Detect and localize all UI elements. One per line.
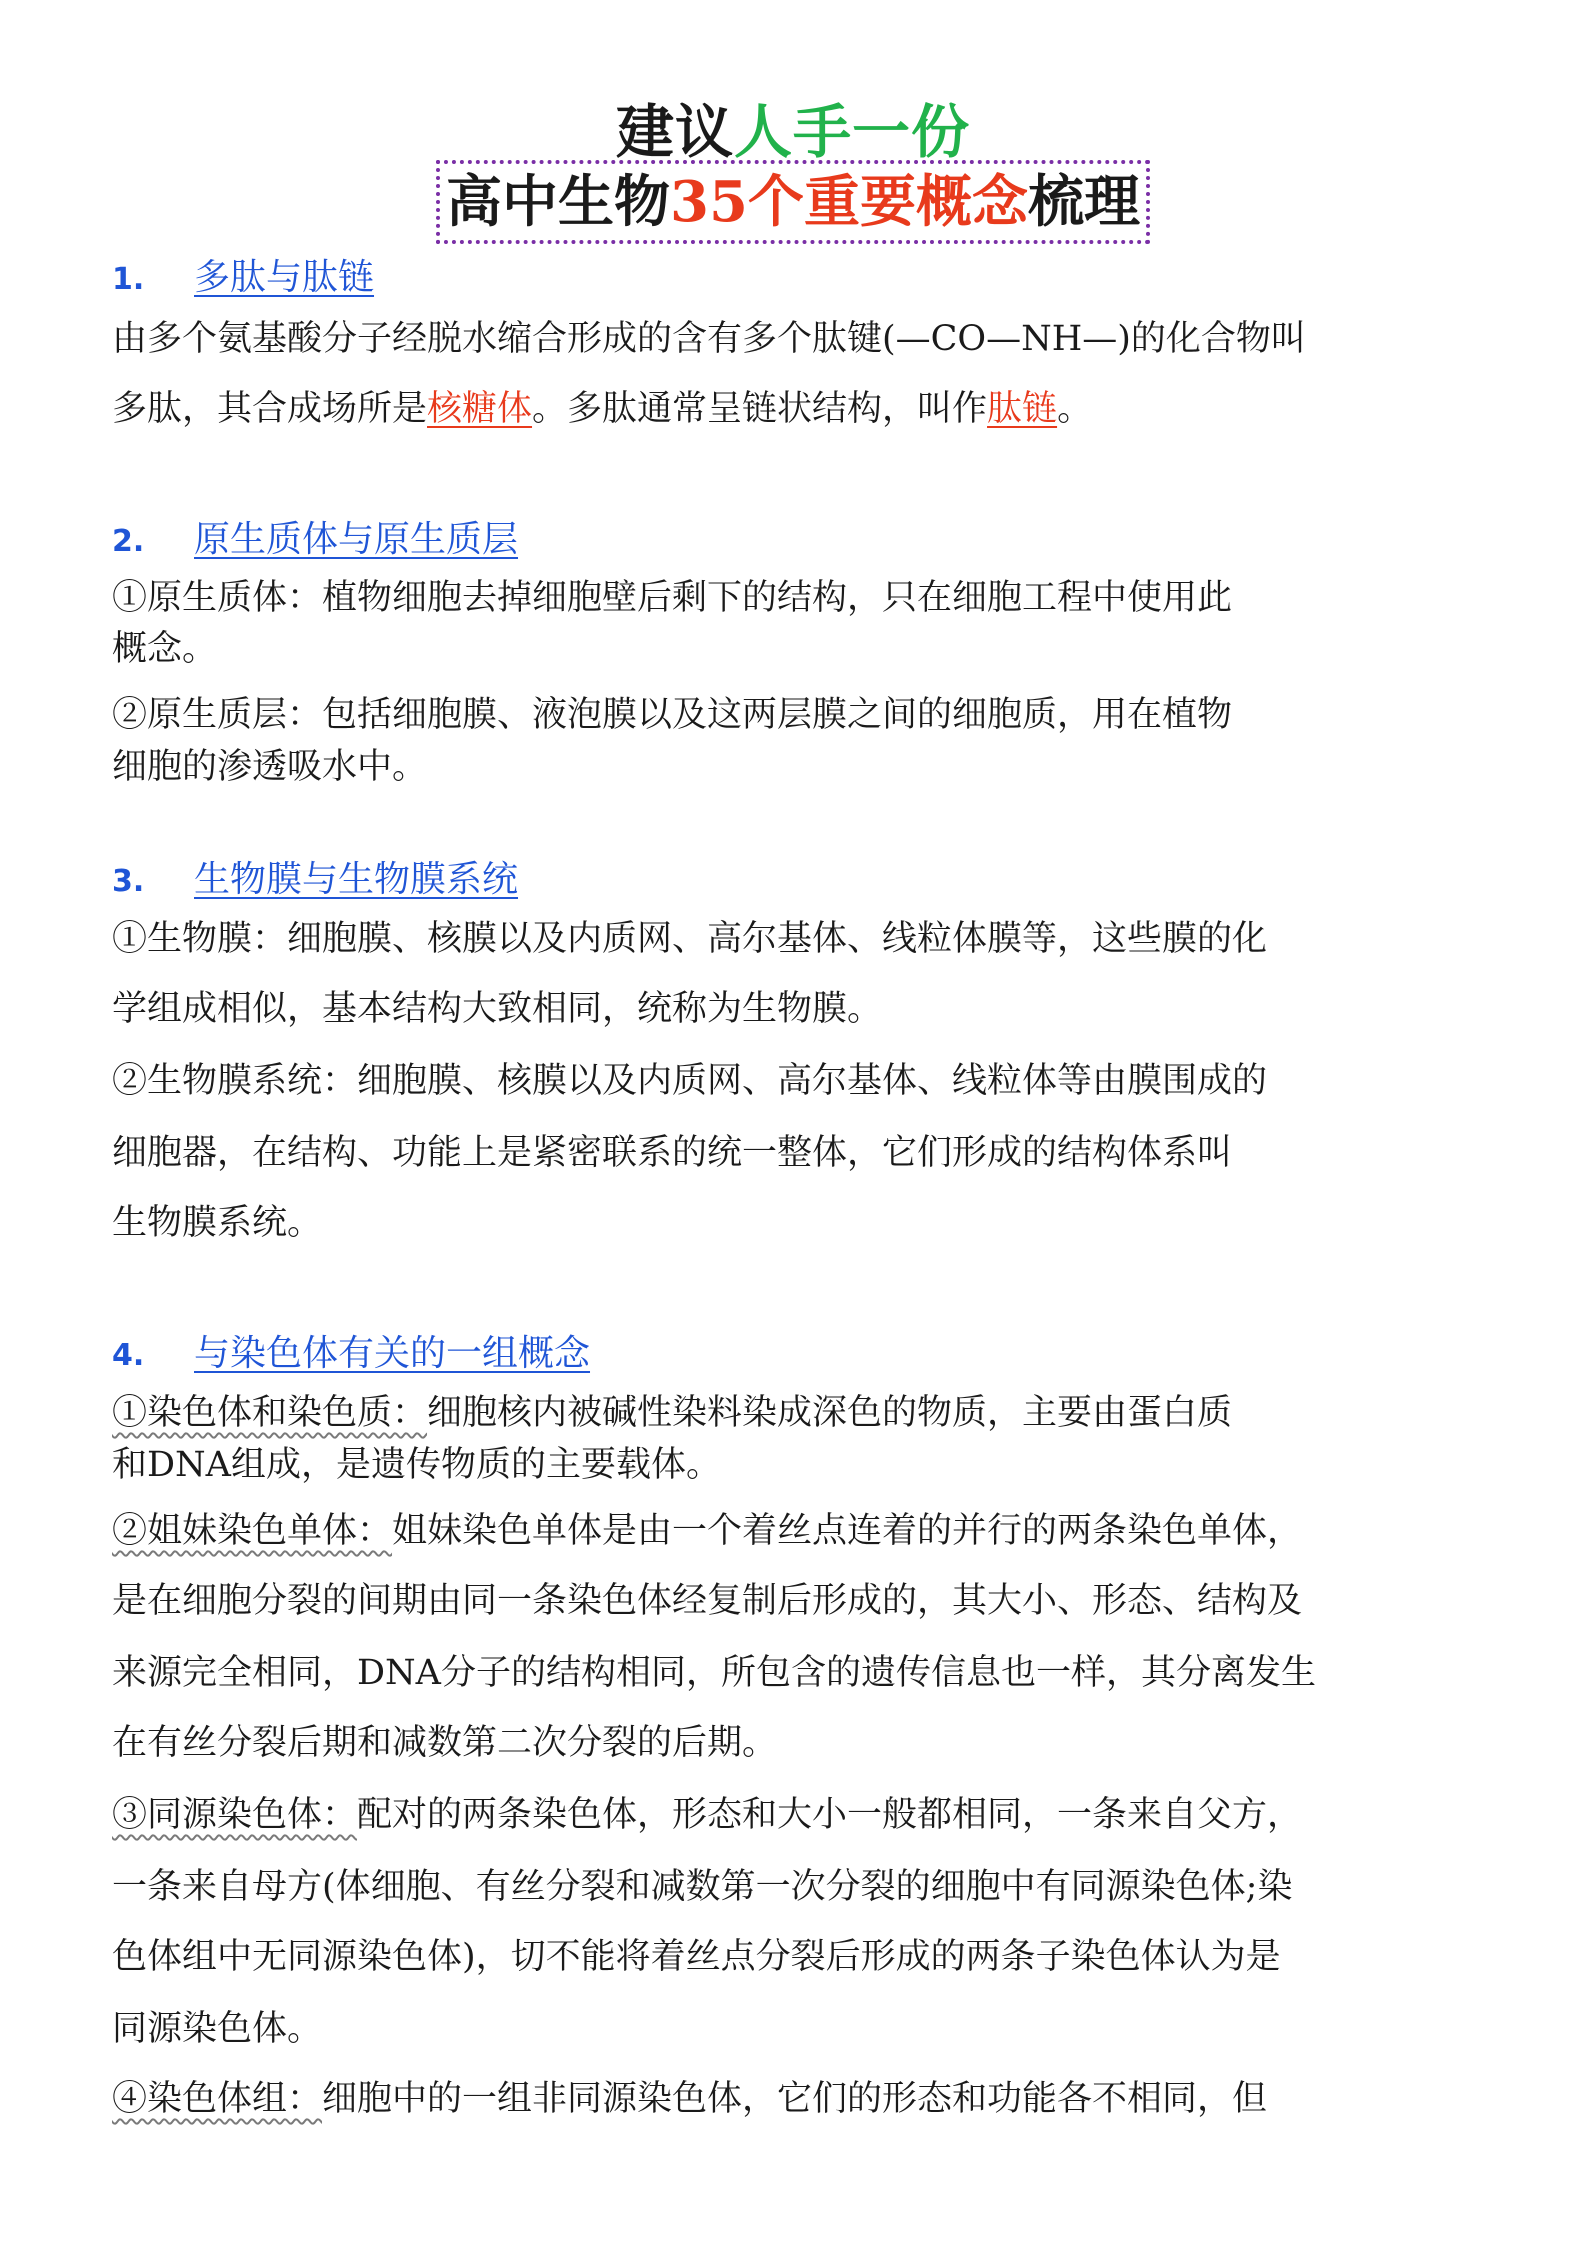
section-3-heading — [112, 856, 518, 906]
keyword-peptide-chain: 肽链 — [987, 389, 1058, 429]
section-4-line-1 — [112, 1388, 1492, 1438]
section-3-line-5: 生物膜系统。 — [112, 1203, 323, 1243]
section-4-line-4: 是在细胞分裂的间期由同一条染色体经复制后形成的，其大小、形态、结构及 — [112, 1581, 1303, 1621]
term-chromosome-set: ④染色体组： — [112, 2079, 323, 2119]
section-4-line-3 — [112, 1506, 1492, 1556]
section-4-text-1: 细胞核内被碱性染料染成深色的物质，主要由蛋白质 — [427, 1393, 1233, 1433]
section-1-text-c: 。 — [1057, 389, 1093, 429]
section-1-text-a: 多肽，其合成场所是 — [112, 389, 428, 429]
section-2-line-1: ①原生质体：植物细胞去掉细胞壁后剩下的结构，只在细胞工程中使用此 — [112, 578, 1233, 618]
section-3-line-1: ①生物膜：细胞膜、核膜以及内质网、高尔基体、线粒体膜等，这些膜的化 — [112, 919, 1268, 959]
section-1-text-b: 。多肽通常呈链状结构，叫作 — [532, 389, 988, 429]
section-1-line-2 — [112, 384, 1492, 434]
section-4-text-11: 细胞中的一组非同源染色体，它们的形态和功能各不相同，但 — [322, 2079, 1268, 2119]
section-2-line-3: ②原生质层：包括细胞膜、液泡膜以及这两层膜之间的细胞质，用在植物 — [112, 695, 1233, 735]
keyword-ribosome: 核糖体 — [427, 389, 533, 429]
section-1-number: 1. — [112, 262, 145, 297]
section-2-line-2: 概念。 — [112, 629, 218, 669]
title-line-1-black: 建议 — [615, 98, 734, 166]
section-4-line-7 — [112, 1790, 1492, 1840]
section-2-line-4: 细胞的渗透吸水中。 — [112, 747, 428, 787]
section-4-line-6: 在有丝分裂后期和减数第二次分裂的后期。 — [112, 1723, 778, 1763]
title-line-2-red: 35个重要概念 — [670, 169, 1028, 235]
section-4-text-7: 配对的两条染色体，形态和大小一般都相同，一条来自父方， — [357, 1795, 1303, 1835]
section-2-heading — [112, 516, 518, 566]
section-4-text-3: 姐妹染色单体是由一个着丝点连着的并行的两条染色单体， — [392, 1511, 1303, 1551]
title-line-2-black-a: 高中生物 — [446, 169, 671, 235]
term-sister-chromatids: ②姐妹染色单体： — [112, 1511, 393, 1551]
title-line-2 — [436, 160, 1150, 244]
section-4-line-9: 色体组中无同源染色体)，切不能将着丝点分裂后形成的两条子染色体认为是 — [112, 1937, 1281, 1977]
section-1-line-1: 由多个氨基酸分子经脱水缩合形成的含有多个肽键(—CO—NH—)的化合物叫 — [112, 319, 1306, 359]
title-line-1-green: 人手一份 — [734, 98, 971, 166]
section-4-line-10: 同源染色体。 — [112, 2009, 323, 2049]
section-3-line-3: ②生物膜系统：细胞膜、核膜以及内质网、高尔基体、线粒体等由膜围成的 — [112, 1061, 1268, 1101]
section-3-line-4: 细胞器，在结构、功能上是紧密联系的统一整体，它们形成的结构体系叫 — [112, 1133, 1233, 1173]
section-4-number: 4. — [112, 1338, 145, 1373]
term-chromosome-chromatin: ①染色体和染色质： — [112, 1393, 428, 1433]
section-3-line-2: 学组成相似，基本结构大致相同，统称为生物膜。 — [112, 989, 883, 1029]
section-4-heading — [112, 1330, 590, 1380]
section-3-title: 生物膜与生物膜系统 — [194, 859, 519, 900]
section-3-number: 3. — [112, 864, 145, 899]
section-1-heading — [112, 254, 374, 304]
section-2-title: 原生质体与原生质层 — [194, 519, 519, 560]
section-2-number: 2. — [112, 524, 145, 559]
section-4-line-5: 来源完全相同，DNA分子的结构相同，所包含的遗传信息也一样，其分离发生 — [112, 1653, 1316, 1693]
section-4-title: 与染色体有关的一组概念 — [194, 1333, 591, 1374]
title-line-2-wrap — [0, 160, 1586, 244]
section-4-line-11 — [112, 2074, 1492, 2124]
term-homologous-chromosomes: ③同源染色体： — [112, 1795, 358, 1835]
section-4-line-8: 一条来自母方(体细胞、有丝分裂和减数第一次分裂的细胞中有同源染色体;染 — [112, 1867, 1293, 1907]
title-line-2-black-b: 梳理 — [1027, 169, 1140, 235]
section-1-title: 多肽与肽链 — [194, 257, 375, 298]
section-4-line-2: 和DNA组成，是遗传物质的主要载体。 — [112, 1445, 721, 1485]
